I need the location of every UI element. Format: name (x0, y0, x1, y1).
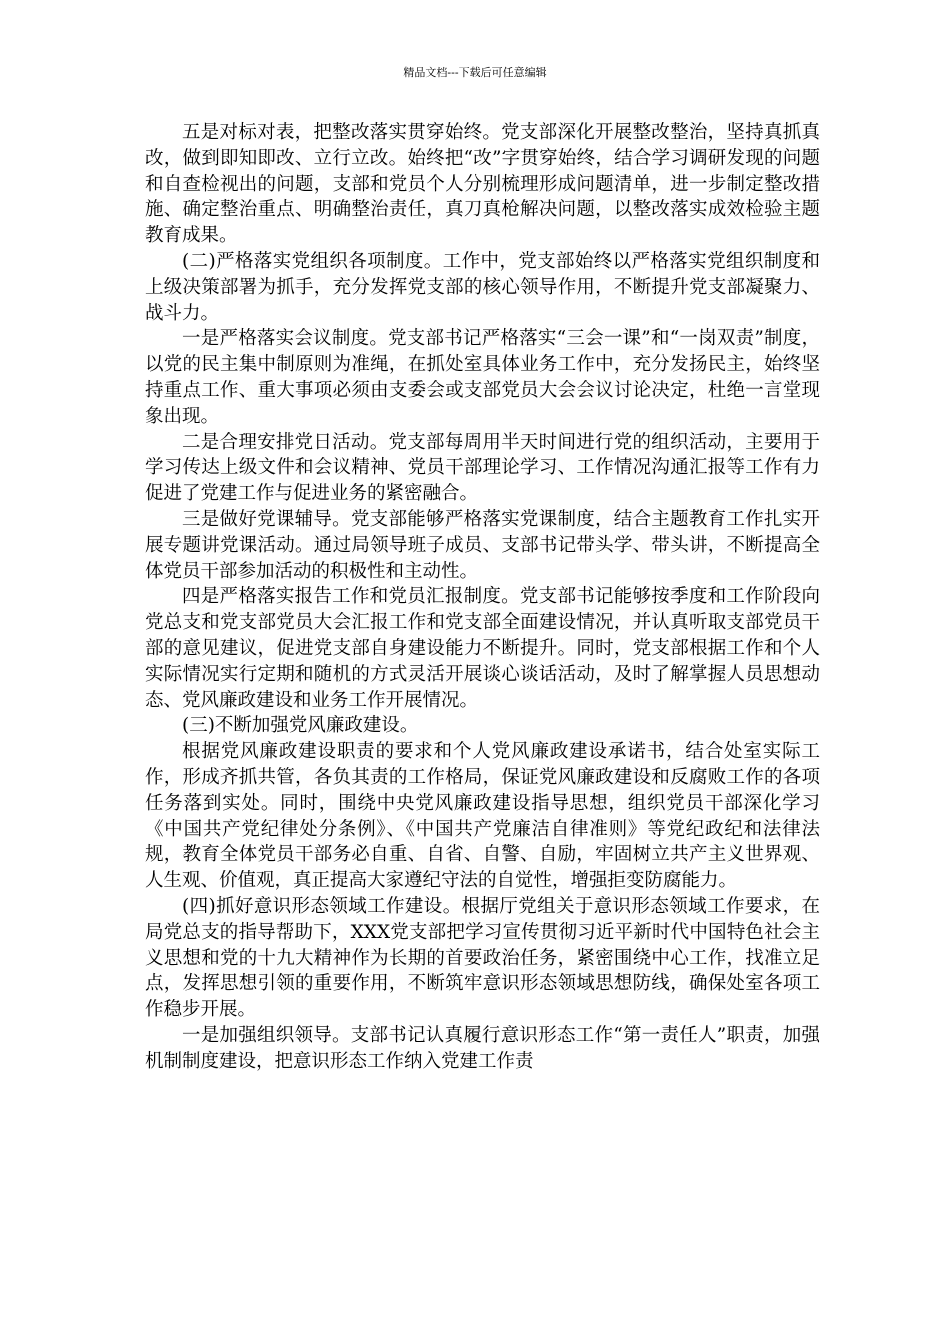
paragraph-rectification: 五是对标对表，把整改落实贯穿始终。党支部深化开展整改整治，坚持真抓真改，做到即知即改、立行立改。始终把“改”字贯穿始终，结合学习调研发现的问题和自查检视出的问题，支部和党员个人分别梳理形成问题清单，进一步制定整改措施、确定整治重点、明确整治责任，真刀真枪解决问题，以整改落实成效检验主题教育成果。 (145, 122, 820, 247)
paragraph-section-2-heading: (二)严格落实党组织各项制度。工作中，党支部始终以严格落实党组织制度和上级决策部署为抓手，充分发挥党支部的核心领导作用，不断提升党支部凝聚力、战斗力。 (145, 250, 820, 324)
paragraph-meeting-system: 一是严格落实会议制度。党支部书记严格落实“三会一课”和“一岗双责”制度，以党的民主集中制原则为准绳，在抓处室具体业务工作中，充分发扬民主，始终坚持重点工作、重大事项必须由支委会或支部党员大会会议讨论决定，杜绝一言堂现象出现。 (145, 328, 820, 427)
document-body (145, 120, 820, 1074)
paragraph-section-3-heading: (三)不断加强党风廉政建设。 (182, 715, 419, 737)
paragraph-party-day: 二是合理安排党日活动。党支部每周用半天时间进行党的组织活动，主要用于学习传达上级文件和会议精神、党员干部理论学习、工作情况沟通汇报等工作有力促进了党建工作与促进业务的紧密融合。 (145, 431, 820, 505)
page-header: 精品文档---下载后可任意编辑 (403, 66, 547, 79)
paragraph-party-lecture: 三是做好党课辅导。党支部能够严格落实党课制度，结合主题教育工作扎实开展专题讲党课活动。通过局领导班子成员、支部书记带头学、带头讲，不断提高全体党员干部参加活动的积极性和主动性。 (145, 508, 820, 582)
paragraph-report-system: 四是严格落实报告工作和党员汇报制度。党支部书记能够按季度和工作阶段向党总支和党支部党员大会汇报工作和党支部全面建设情况，并认真听取支部党员干部的意见建议，促进党支部自身建设能力不断提升。同时，党支部根据工作和个人实际情况实行定期和随机的方式灵活开展谈心谈话活动，及时了解掌握人员思想动态、党风廉政建设和业务工作开展情况。 (145, 586, 820, 711)
paragraph-section-4-ideology: (四)抓好意识形态领域工作建设。根据厅党组关于意识形态领域工作要求，在局党总支的指导帮助下，XXX党支部把学习宣传贯彻习近平新时代中国特色社会主义思想和党的十九大精神作为长期的首要政治任务，紧密围绕中心工作，找准立足点，发挥思想引领的重要作用，不断筑牢意识形态领域思想防线，确保处室各项工作稳步开展。 (145, 895, 820, 1021)
paragraph-organization-leadership: 一是加强组织领导。支部书记认真履行意识形态工作“第一责任人”职责，加强机制制度建设，把意识形态工作纳入党建工作责 (145, 1024, 820, 1072)
paragraph-clean-governance: 根据党风廉政建设职责的要求和个人党风廉政建设承诺书，结合处室实际工作，形成齐抓共管，各负其责的工作格局，保证党风廉政建设和反腐败工作的各项任务落到实处。同时，围绕中央党风廉政建设指导思想，组织党员干部深化学习《中国共产党纪律处分条例》、《中国共产党廉洁自律准则》等党纪政纪和法律法规，教育全体党员干部务必自重、自省、自警、自励，牢固树立共产主义世界观、人生观、价值观，真正提高大家遵纪守法的自觉性，增强拒变防腐能力。 (145, 741, 820, 892)
